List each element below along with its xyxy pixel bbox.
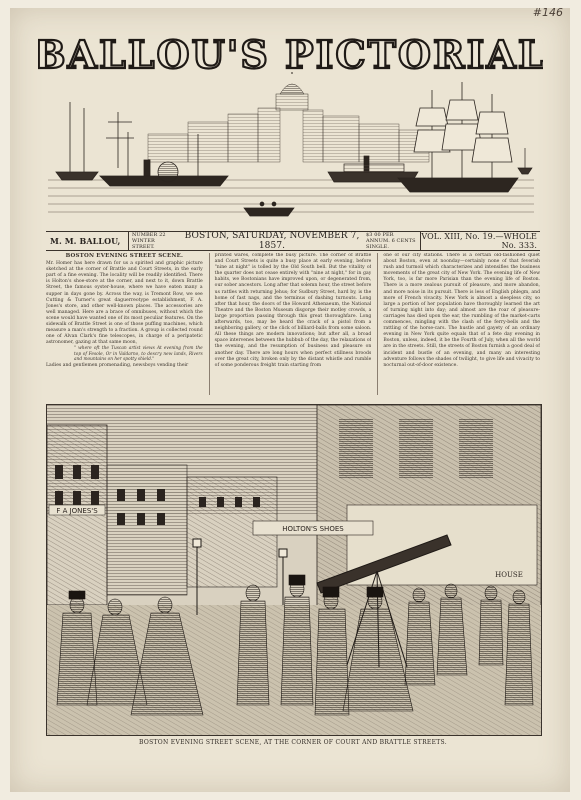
sign-house: HOUSE bbox=[495, 571, 523, 579]
article-paragraph-1-end: Ladies and gentlemen promenading, newsboys vending their bbox=[46, 362, 189, 368]
article-paragraph-1: Mr. Homer has here drawn for us a spirited and graphic picture sketched at the corner of Brattle and Court Streets, in the early part of a fine evening. The locality will be readily identified. There is Holton's shoe-store at the corner, and next to it, down Brattle Street, the famous oyster-house, where we have eaten many a supper in days gone by. Across the way, is Tremont Row, we see Cutting & Turner's great daguerreotype establishment, F. A. Jones's store, and other well-known places. The accessories are well managed. Here are a brace of omnibuses, without which the scene would have wanted one of its most peculiar features. On the sidewalk of Brattle Street is one of those puffing machines, which measure a man's strength to a fraction. A group is collected round one of Alvan Clark's fine telescopes, in charge of a peripatetic astronomer, gazing at that same moon, bbox=[46, 261, 203, 346]
subscription-price: $3 00 PER ANNUM. 6 CENTS SINGLE. bbox=[366, 232, 416, 250]
article-quote: " where oft the Tuscan artist views At evening from the top of Fesole, Or in Valdarno, to descry new lands, Rivers and mountains on her spotty shield." bbox=[74, 346, 203, 363]
state-house-dome bbox=[276, 72, 308, 110]
right-building bbox=[317, 405, 541, 635]
sign-oyster: HOLTON'S SHOES bbox=[282, 525, 344, 533]
left-ships bbox=[56, 102, 134, 180]
masthead-harbor-illustration bbox=[48, 72, 534, 227]
engraving-caption: BOSTON EVENING STREET SCENE, AT THE CORNER OF COURT AND BRATTLE STREETS. bbox=[139, 739, 447, 746]
street-scene-engraving bbox=[46, 404, 542, 736]
archive-number: #146 bbox=[532, 6, 563, 19]
article-heading: BOSTON EVENING STREET SCENE. bbox=[65, 253, 184, 259]
article-column-1 bbox=[46, 253, 203, 395]
publisher-name: M. M. BALLOU, bbox=[50, 236, 121, 246]
article-columns bbox=[46, 253, 540, 395]
place-date: BOSTON, SATURDAY, NOVEMBER 7, 1857. bbox=[184, 231, 360, 251]
sign-jones: F A JONES'S bbox=[56, 507, 98, 515]
article-paragraph-3: one of our city stations. There is a certain old-fashioned quiet about Boston, even at noonday—certainly none of that feverish rush and turmoil which characterizes and intensifies the business movements of the great city of New York. The evening life of New York, too, is far more Parisian than the evening life of Boston. There is a more zealous pursuit of pleasure, and more abandon, and more noise in its pursuit. There is less of English phlegm, and more of French vivacity. New York is almost a sleepless city, so large a portion of her population have thoroughly learned the art of turning night into day; and almost are the roar of pleasure-carriages has died upon the ear, the rumbling of the market-carts commences, mingling with the clash of the ferry-bells and the rattling of the horse-cars. The hustle and gayety of an ordinary evening in New York quite equals that of a fete day evening in Boston, unless, indeed, it be the Fourth of July, when all the world are in the streets. Still, the streets of Boston furnish a good deal of incident and bustle of an evening, and many an interesting adventure follows the shades of twilight, to give life and vivacity to nocturnal out-of-door existence. bbox=[383, 253, 541, 368]
publisher-address: NUMBER 22 WINTER STREET. bbox=[128, 232, 178, 250]
article-paragraph-2: printed wares, complete the busy picture. The corner of Brattle and Court Streets is quite a busy place at early evening, before "nine at night" is tolled by the Old South bell. But the vitality of the quarter does not cease entirely with "nine at night," for in gay habits, we Bostonians have improved upon, or degenerated from, our sober ancestors. Long after that solemn hour, the street before us rattles with returning Jehus; for Sudbury Street, hard by, is the home of fast nags, and the terminus of dashing turnouts. Long after that hour, the doors of the Howard Athenaeum, the National Theatre and the Boston Museum disgorge their motley crowds, a large proportion passing through this great thoroughfare. Long afterwards, too, may be heard the crack of a pistol from a neighboring gallery, or the click of billiard-balls from some saloon. All these things are modern innovations; but after all, a broad space intervenes between the hubbub of the day, the relaxations of the evening, and the resumption of business and pleasure on another day. There are long hours when perfect stillness broods over the great city, broken only by the distant whistle and rumble of some ponderous freight train starting from bbox=[214, 253, 372, 368]
volume-number: VOL. XIII, No. 19.—WHOLE No. 333. bbox=[420, 232, 540, 250]
dateline-bar bbox=[46, 231, 540, 251]
article-column-2 bbox=[209, 253, 372, 395]
masthead-title: BALLOU'S PICTORIAL bbox=[38, 32, 543, 77]
article-column-3 bbox=[377, 253, 540, 395]
city-skyline bbox=[148, 108, 429, 162]
